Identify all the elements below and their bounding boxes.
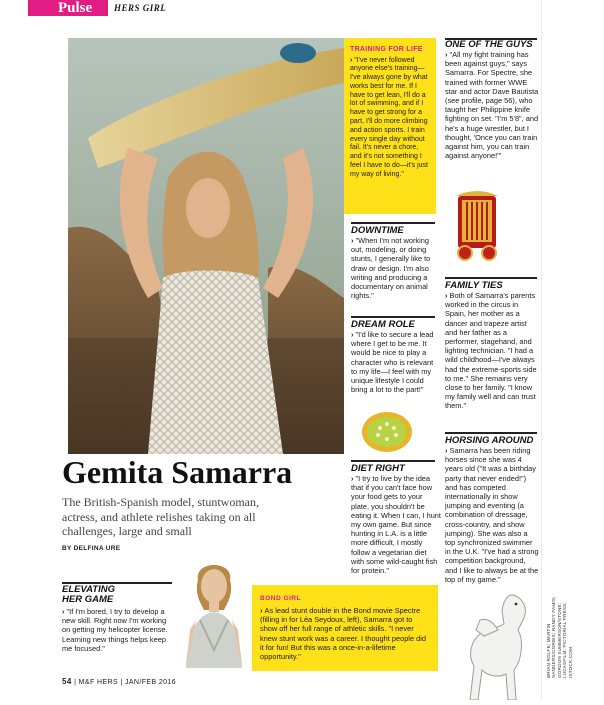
one-of-the-guys-section xyxy=(445,40,539,160)
hero-photo xyxy=(68,38,344,454)
article-subtitle: The British-Spanish model, stuntwoman, actress, and athlete relishes taking on all challenges, large and small xyxy=(62,495,259,538)
byline: BY DELFINA URE xyxy=(62,545,121,552)
diet-right-heading: DIET RIGHT xyxy=(351,463,405,474)
family-ties-heading: FAMILY TIES xyxy=(445,280,503,291)
dream-role-section xyxy=(351,320,441,394)
surfer-woman-illustration xyxy=(68,38,344,454)
issue-date: JAN/FEB 2016 xyxy=(124,679,177,686)
horse-image xyxy=(458,590,538,700)
downtime-heading: DOWNTIME xyxy=(351,225,404,236)
photo-credits-text: BRIAN ROLFE; MARTIN SANDERS/CORBIS; RANDY FAMIS; GORDON SUMMERSON/STONE; LUCASFILM; PICTORIAL PRESS; ISTOCK.COM xyxy=(546,596,573,678)
diet-right-section xyxy=(351,464,441,575)
bond-girl-body xyxy=(260,606,430,661)
photo-credits xyxy=(546,590,573,680)
dream-role-body xyxy=(351,330,441,394)
training-text: "I've never followed anyone else's training—I've always gone by what works best for me. If I have to get lean, I'll do a lot of swimming, and if I have to get strong for a part, I'll do more climbing and action sports. I train every single day without fail. It's never a chore, and it's not something I feel I have to do—it's just my way of living." xyxy=(350,56,428,178)
footer-separator: | xyxy=(120,679,125,686)
family-ties-body xyxy=(445,291,537,411)
section-divider xyxy=(351,460,435,462)
caret-icon: › xyxy=(351,474,356,483)
horned-melon-image xyxy=(360,410,414,454)
one-of-the-guys-text: "All my fight training has been against guys," says Samarra. For Spectre, she trained with former WWE star and actor Dave Bautista (see profile, page 56), who taught her Philippine knife fighting on set. "I'm 5'8", and he's a huge wrestler, but I thought, 'Once you can train against him, you can train against anyone!'" xyxy=(445,50,539,161)
bond-girl-callout xyxy=(252,585,438,671)
elevating-body xyxy=(62,607,172,653)
section-name: Pulse xyxy=(58,0,93,16)
section-divider xyxy=(351,316,435,318)
portrait-image xyxy=(176,550,252,668)
magazine-name: M&F HERS xyxy=(78,679,119,686)
caret-icon: › xyxy=(445,291,450,300)
caret-icon: › xyxy=(351,236,356,245)
downtime-section xyxy=(351,226,439,300)
bond-girl-text: As lead stunt double in the Bond movie Spectre (filling in for Léa Seydoux, left), Samarra got to show off her full range of athletic skills. "I never knew stunt work was a career. I thought people did it for fun! But this was a once-in-a-lifetime opportunity." xyxy=(260,606,426,662)
elevating-text: "If I'm bored, I try to develop a new skill. Right now I'm working on getting my helicopter license. Learning new things helps keep me focused." xyxy=(62,607,168,653)
family-ties-section xyxy=(445,281,537,411)
diet-right-body xyxy=(351,474,441,575)
one-of-the-guys-body xyxy=(445,50,539,160)
page-edge xyxy=(541,0,542,700)
horsing-around-section xyxy=(445,436,539,584)
caret-icon: › xyxy=(445,50,450,59)
diet-right-text: "I try to live by the idea that if you can't face how your food gets to your plate, you shouldn't be eating it. When I can, I hunt my own game. But since hunting in L.A. is a little more difficult, I mostly follow a vegetarian diet with some wild-caught fish for protein." xyxy=(351,474,441,576)
footer-separator: | xyxy=(74,679,79,686)
caret-icon: › xyxy=(260,606,265,615)
section-divider xyxy=(445,277,537,279)
bond-girl-heading: BOND GIRL xyxy=(260,595,301,602)
training-body xyxy=(350,57,430,180)
section-divider xyxy=(445,432,537,434)
section-divider xyxy=(351,222,435,224)
caret-icon: › xyxy=(351,330,356,339)
caret-icon: › xyxy=(350,56,355,64)
page-footer xyxy=(62,677,176,686)
training-heading: TRAINING FOR LIFE xyxy=(350,46,423,53)
downtime-text: "When I'm not working out, modeling, or doing stunts, I generally like to draw or design. I'm also writing and producing a documentary on animal rights." xyxy=(351,236,431,301)
dream-role-text: "I'd like to secure a lead where I get to be me. It would be nice to play a character who is relevant to my life—I feel with my unique lifestyle I could bring a lot to the part!" xyxy=(351,330,434,395)
horsing-around-heading: HORSING AROUND xyxy=(445,435,534,446)
elevating-heading: ELEVATING HER GAME xyxy=(62,584,115,605)
dream-role-heading: DREAM ROLE xyxy=(351,319,415,330)
downtime-body xyxy=(351,236,439,300)
one-of-the-guys-heading: ONE OF THE GUYS xyxy=(445,39,533,50)
horsing-around-body xyxy=(445,446,539,584)
caret-icon: › xyxy=(62,607,67,616)
circus-wagon-image xyxy=(452,190,502,262)
elevating-section xyxy=(62,585,172,653)
page-number: 54 xyxy=(62,677,72,686)
subsection-label: HERS GIRL xyxy=(114,3,167,13)
family-ties-text: Both of Samarra's parents worked in the circus in Spain, her mother as a dancer and trapeze artist and her father as a performer, stagehand, and lighting technician. "I had a wild childhood—I've always had the extreme-sports side to me." She remains very close to her family. "I know my family well and can trust them." xyxy=(445,291,537,411)
article-title: Gemita Samarra xyxy=(62,454,293,490)
section-tab xyxy=(28,0,108,16)
training-callout xyxy=(344,38,436,214)
caret-icon: › xyxy=(445,446,450,455)
horsing-around-text: Samarra has been riding horses since she was 4 years old ("It was a birthday party that never ended!") and has competed internationally in show jumping and eventing (a combination of dressage, cross-country, and show jumping). She was also a top synchronized swimmer in the U.K. "I've had a strong competition background, and I like to always be at the top of my game." xyxy=(445,446,539,584)
